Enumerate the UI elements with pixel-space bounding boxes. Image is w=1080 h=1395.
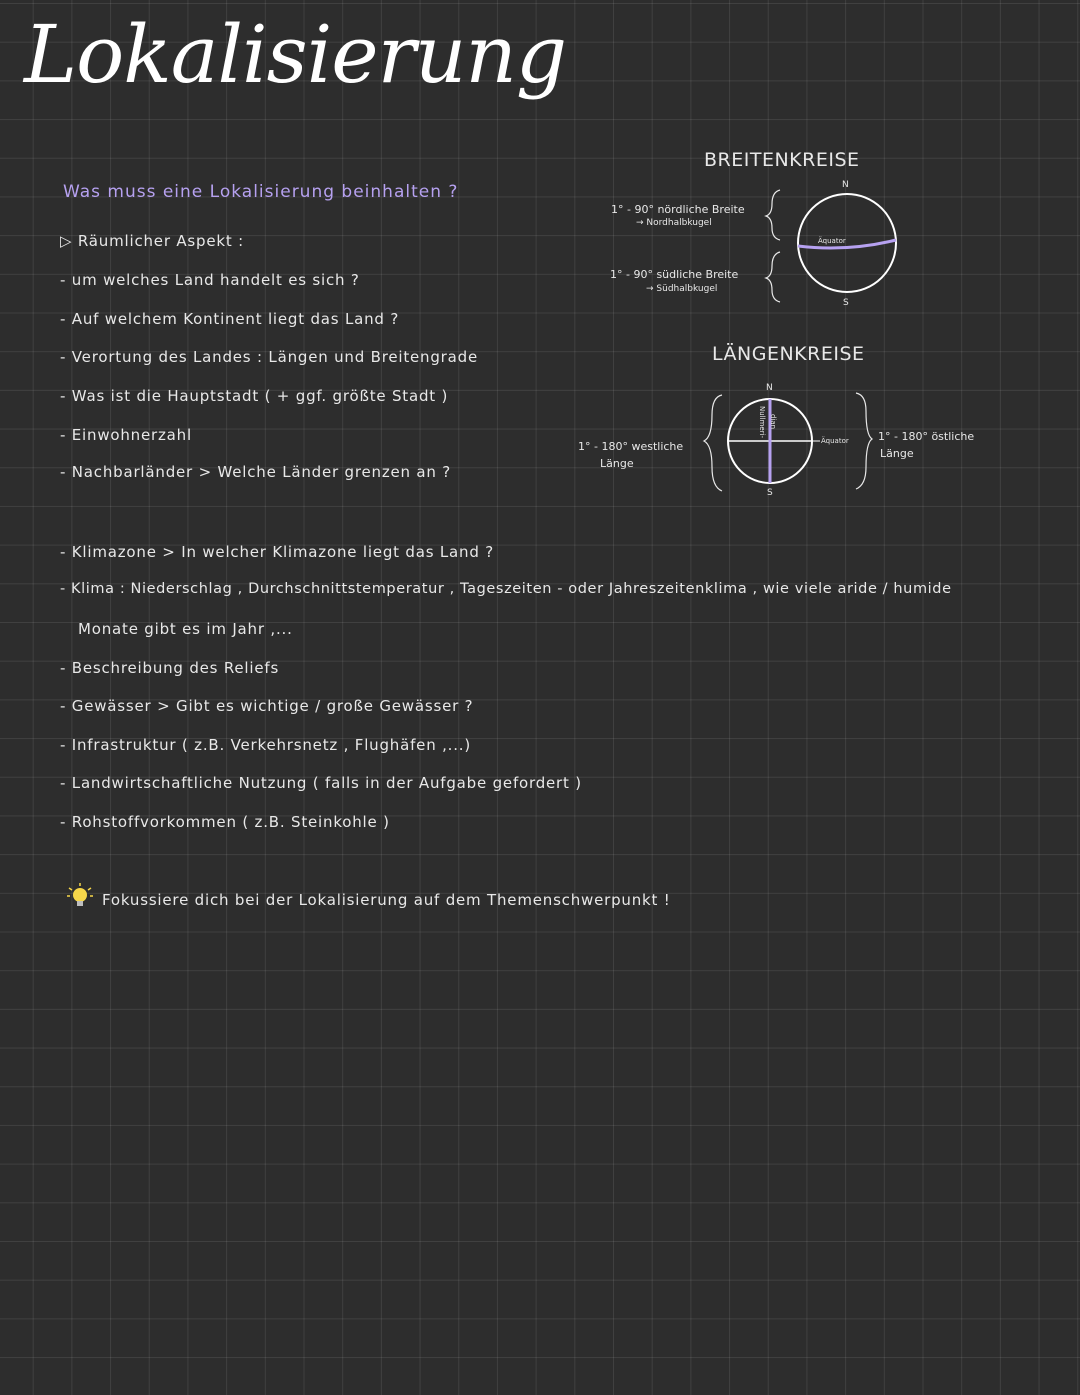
page-title: Lokalisierung (24, 8, 567, 101)
equator-label: Äquator (818, 237, 846, 245)
laengenkreise-heading: LÄNGENKREISE (712, 343, 865, 365)
prime-meridian-label: Nullmeri- (758, 406, 766, 439)
laengenkreise-globe (700, 385, 880, 500)
list-item: - Verortung des Landes : Längen und Breitengrade (60, 348, 478, 366)
south-pole-label: S (843, 298, 849, 308)
section-question: Was muss eine Lokalisierung beinhalten ? (63, 182, 459, 202)
northern-hemisphere-label: → Nordhalbkugel (636, 218, 712, 228)
list-item: - Klimazone > In welcher Klimazone liegt das Land ? (60, 543, 494, 561)
breitenkreise-globe (760, 180, 910, 310)
list-item: - Einwohnerzahl (60, 426, 192, 444)
north-pole-label: N (842, 180, 849, 190)
spatial-heading: ▷ Räumlicher Aspekt : (60, 232, 244, 250)
west-longitude-label: 1° - 180° westliche (578, 440, 684, 453)
equator-label: Äquator (821, 437, 849, 445)
list-item: - Was ist die Hauptstadt ( + ggf. größte Stadt ) (60, 387, 449, 405)
list-item: - um welches Land handelt es sich ? (60, 271, 360, 289)
list-item: - Auf welchem Kontinent liegt das Land ? (60, 310, 400, 328)
south-pole-label: S (767, 488, 773, 498)
list-item: - Klima : Niederschlag , Durchschnittstemperatur , Tageszeiten - oder Jahreszeitenklima , wie viele aride / humide (60, 581, 952, 597)
east-longitude-label: 1° - 180° östliche (878, 430, 975, 443)
east-longitude-sub: Länge (880, 447, 914, 460)
list-item: - Nachbarländer > Welche Länder grenzen an ? (60, 463, 452, 481)
list-item: - Gewässer > Gibt es wichtige / große Gewässer ? (60, 697, 474, 715)
tip-text: Fokussiere dich bei der Lokalisierung auf dem Themenschwerpunkt ! (102, 891, 671, 909)
list-item: - Rohstoffvorkommen ( z.B. Steinkohle ) (60, 813, 390, 831)
lightbulb-icon (66, 882, 94, 912)
west-longitude-sub: Länge (600, 457, 634, 470)
south-latitude-label: 1° - 90° südliche Breite (610, 268, 739, 281)
north-pole-label: N (766, 383, 773, 393)
southern-hemisphere-label: → Südhalbkugel (646, 284, 718, 294)
breitenkreise-heading: BREITENKREISE (704, 149, 860, 171)
list-item-continuation: Monate gibt es im Jahr ,... (78, 620, 293, 638)
list-item: - Infrastruktur ( z.B. Verkehrsnetz , Flughäfen ,...) (60, 736, 472, 754)
prime-meridian-label-2: dian (769, 414, 777, 430)
north-latitude-label: 1° - 90° nördliche Breite (611, 203, 745, 216)
list-item: - Landwirtschaftliche Nutzung ( falls in der Aufgabe gefordert ) (60, 774, 582, 792)
list-item: - Beschreibung des Reliefs (60, 659, 280, 677)
